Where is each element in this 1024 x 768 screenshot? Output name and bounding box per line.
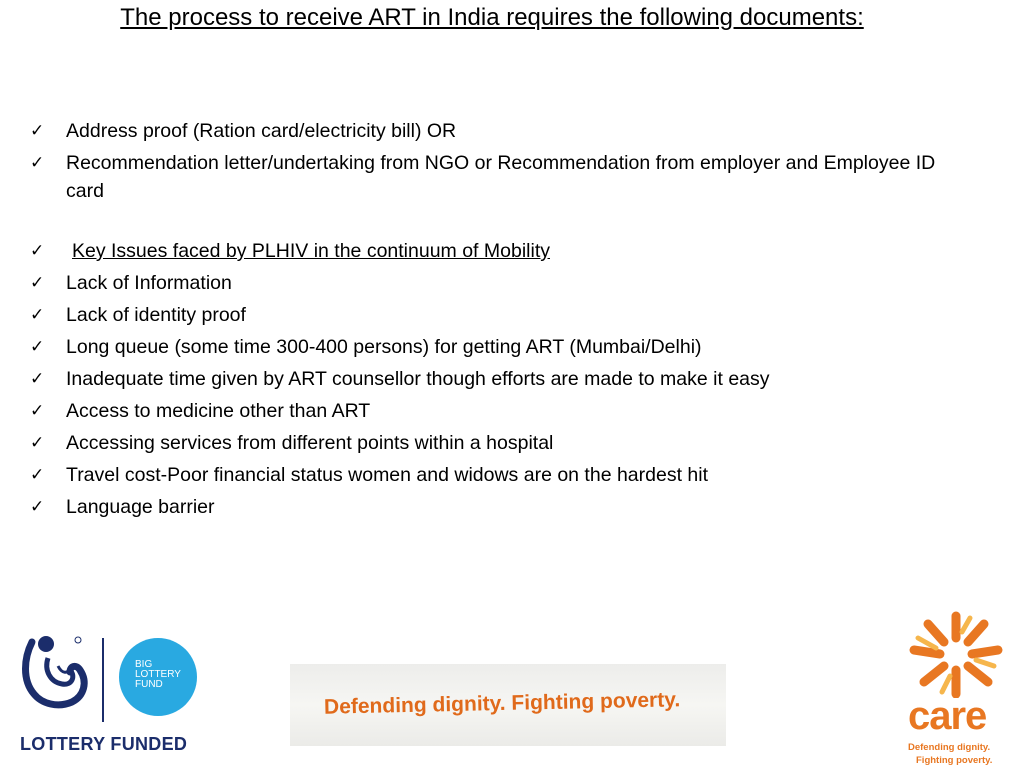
list-item-text: Accessing services from different points within a hospital xyxy=(66,432,554,454)
care-logo xyxy=(902,610,1016,766)
list-item-text: Access to medicine other than ART xyxy=(66,400,371,422)
checkmark-icon: ✓ xyxy=(30,121,45,141)
care-tagline-2: Fighting poverty. xyxy=(916,755,993,766)
checkmark-icon: ✓ xyxy=(30,153,45,173)
care-tagline-1: Defending dignity. xyxy=(908,742,991,753)
checkmark-icon: ✓ xyxy=(30,241,45,261)
checkmark-icon: ✓ xyxy=(30,273,45,293)
list-item-text: Lack of Information xyxy=(66,272,232,294)
list-item xyxy=(30,397,960,425)
checkmark-icon: ✓ xyxy=(30,369,45,389)
checkmark-icon: ✓ xyxy=(30,401,45,421)
checkmark-icon: ✓ xyxy=(30,305,45,325)
checkmark-icon: ✓ xyxy=(30,465,45,485)
list-item xyxy=(30,149,960,205)
list-item xyxy=(30,493,960,521)
care-hands-icon xyxy=(906,610,1006,698)
list-item xyxy=(30,237,960,265)
lottery-funded-logo xyxy=(18,630,208,758)
list-item-text: Address proof (Ration card/electricity bill) OR xyxy=(66,120,457,142)
care-wordmark: care xyxy=(908,694,987,738)
list-item-text: Travel cost-Poor financial status women and widows are on the hardest hit xyxy=(66,464,709,486)
banner-slogan: Defending dignity. Fighting poverty. xyxy=(323,688,681,719)
list-item xyxy=(30,333,960,361)
list-item-text: Recommendation letter/undertaking from NGO or Recommendation from employer and Employee ID card xyxy=(66,152,936,202)
list-item-text: Long queue (some time 300-400 persons) for getting ART (Mumbai/Delhi) xyxy=(66,336,702,358)
list-item xyxy=(30,269,960,297)
list-item-text: Language barrier xyxy=(66,496,215,518)
list-item-text: Lack of identity proof xyxy=(66,304,246,326)
section-heading: Key Issues faced by PLHIV in the continuum of Mobility xyxy=(72,240,550,262)
bullet-list xyxy=(30,117,960,525)
checkmark-icon: ✓ xyxy=(30,337,45,357)
list-item xyxy=(30,461,960,489)
lottery-hand-icon xyxy=(18,630,98,730)
logo-divider xyxy=(102,638,104,722)
list-item xyxy=(30,365,960,393)
list-item-text: Inadequate time given by ART counsellor though efforts are made to make it easy xyxy=(66,368,770,390)
slide-title: The process to receive ART in India requires the following documents: xyxy=(120,4,864,31)
big-lottery-fund-text: BIG LOTTERY FUND xyxy=(135,659,181,690)
checkmark-icon: ✓ xyxy=(30,433,45,453)
checkmark-icon: ✓ xyxy=(30,497,45,517)
list-item xyxy=(30,429,960,457)
slogan-banner xyxy=(290,664,726,746)
list-item xyxy=(30,301,960,329)
lottery-funded-text: LOTTERY FUNDED xyxy=(20,734,188,754)
list-item xyxy=(30,117,960,145)
